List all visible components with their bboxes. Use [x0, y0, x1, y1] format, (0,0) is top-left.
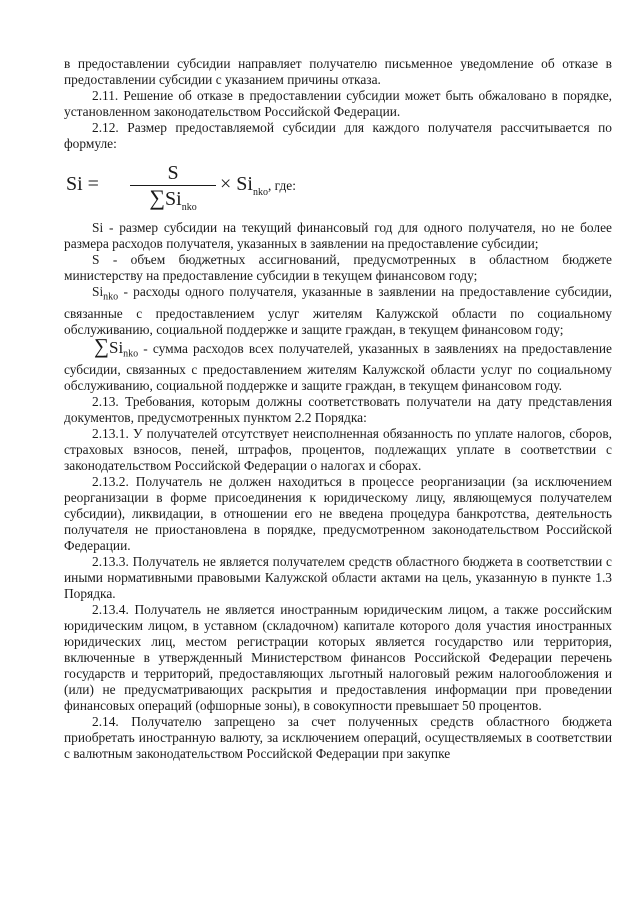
sum-sub: nko [123, 348, 139, 360]
sum-text: - сумма расходов всех получателей, указанных в заявлениях на предоставление субсидии, связанных с предоставлением жителям Калужской области услуг по социальному обслуживанию, социальной поддержке и защите граждан, в текущем финансовом году. [64, 340, 612, 394]
definition-sum-si-nko [64, 333, 612, 395]
formula-numerator: S [167, 162, 179, 184]
paragraph-2-13: 2.13. Требования, которым должны соответствовать получатели на дату представления документов, предусмотренных пунктом 2.2 Порядка: [64, 394, 612, 426]
paragraph-2-12: 2.12. Размер предоставляемой субсидии для каждого получателя рассчитывается по формуле: [64, 120, 612, 151]
paragraph-2-13-3: 2.13.3. Получатель не является получателем средств областного бюджета в соответствии с иными нормативными правовыми Калужской области актами на цель, указанную в пункте 1.3 Порядка. [64, 554, 612, 602]
paragraph-2-11: 2.11. Решение об отказе в предоставлении субсидии может быть обжаловано в порядке, установленном законодательством Российской Федерации. [64, 88, 612, 119]
denominator-var: Si [165, 188, 182, 210]
si-nko-text: - расходы одного получателя, указанные в заявлении на предоставление субсидии, связанные с предоставлением услуг жителям Калужской области по социальному обслуживанию, социальной поддержке и защите граждан, в текущем финансовом году; [64, 284, 612, 337]
denominator-sub: nko [181, 202, 197, 213]
subsidy-formula [64, 156, 612, 214]
paragraph-2-14: 2.14. Получателю запрещено за счет полученных средств областного бюджета приобретать иностранную валюту, за исключением операций, осуществляемых в соответствии с валютным законодательством Российской Федерации при закупке [64, 714, 612, 762]
formula-where: , где: [267, 178, 296, 193]
definition-si: Si - размер субсидии на текущий финансовый год для одного получателя, но не более размера расходов получателя, указанных в заявлении на предоставление субсидии; [64, 220, 612, 251]
si-nko-sub: nko [103, 291, 119, 303]
definition-s: S - объем бюджетных ассигнований, предусмотренных в областном бюджете министерству на предоставление субсидии в текущем финансовом году; [64, 252, 612, 283]
fraction-bar [130, 185, 216, 186]
sum-symbol-2: ∑ [94, 333, 109, 358]
formula-fraction [130, 162, 216, 219]
rhs-sub: nko [252, 187, 268, 198]
paragraph-refusal-notice: в предоставлении субсидии направляет получателю письменное уведомление об отказе в предоставлении субсидии с указанием причины отказа. [64, 56, 612, 87]
sum-var: Si [108, 337, 124, 357]
formula-lhs: Si = [66, 173, 99, 195]
formula-denominator [130, 187, 216, 219]
formula-times: × Si [220, 173, 253, 195]
document-page [64, 56, 612, 762]
sum-symbol: ∑ [149, 185, 165, 210]
formula-rhs [220, 173, 296, 201]
paragraph-2-13-4: 2.13.4. Получатель не является иностранным юридическим лицом, а также российским юридическим лицом, в уставном (складочном) капитале которого доля участия иностранных юридических лиц, местом регистрации которых является государство или территория, включенные в утвержденный Министерством финансов Российской Федерации перечень государств и территорий, предоставляющих льготный налоговый режим налогообложения и (или) не предусматривающих раскрытия и предоставления информации при проведении финансовых операций (офшорные зоны), в совокупности превышает 50 процентов. [64, 602, 612, 714]
si-nko-var: Si [92, 284, 104, 299]
paragraph-2-13-1: 2.13.1. У получателей отсутствует неисполненная обязанность по уплате налогов, сборов, страховых взносов, пеней, штрафов, процентов, подлежащих уплате в соответствии с законодательством Российской Федерации о налогах и сборах. [64, 426, 612, 474]
definition-si-nko [64, 284, 612, 338]
paragraph-2-13-2: 2.13.2. Получатель не должен находиться в процессе реорганизации (за исключением реорганизации в форме присоединения к юридическому лицу, являющемуся получателем субсидии), ликвидации, в отношении его не введена процедура банкротства, деятельность получателя не приостановлена в порядке, предусмотренном законодательством Российской Федерации. [64, 474, 612, 554]
